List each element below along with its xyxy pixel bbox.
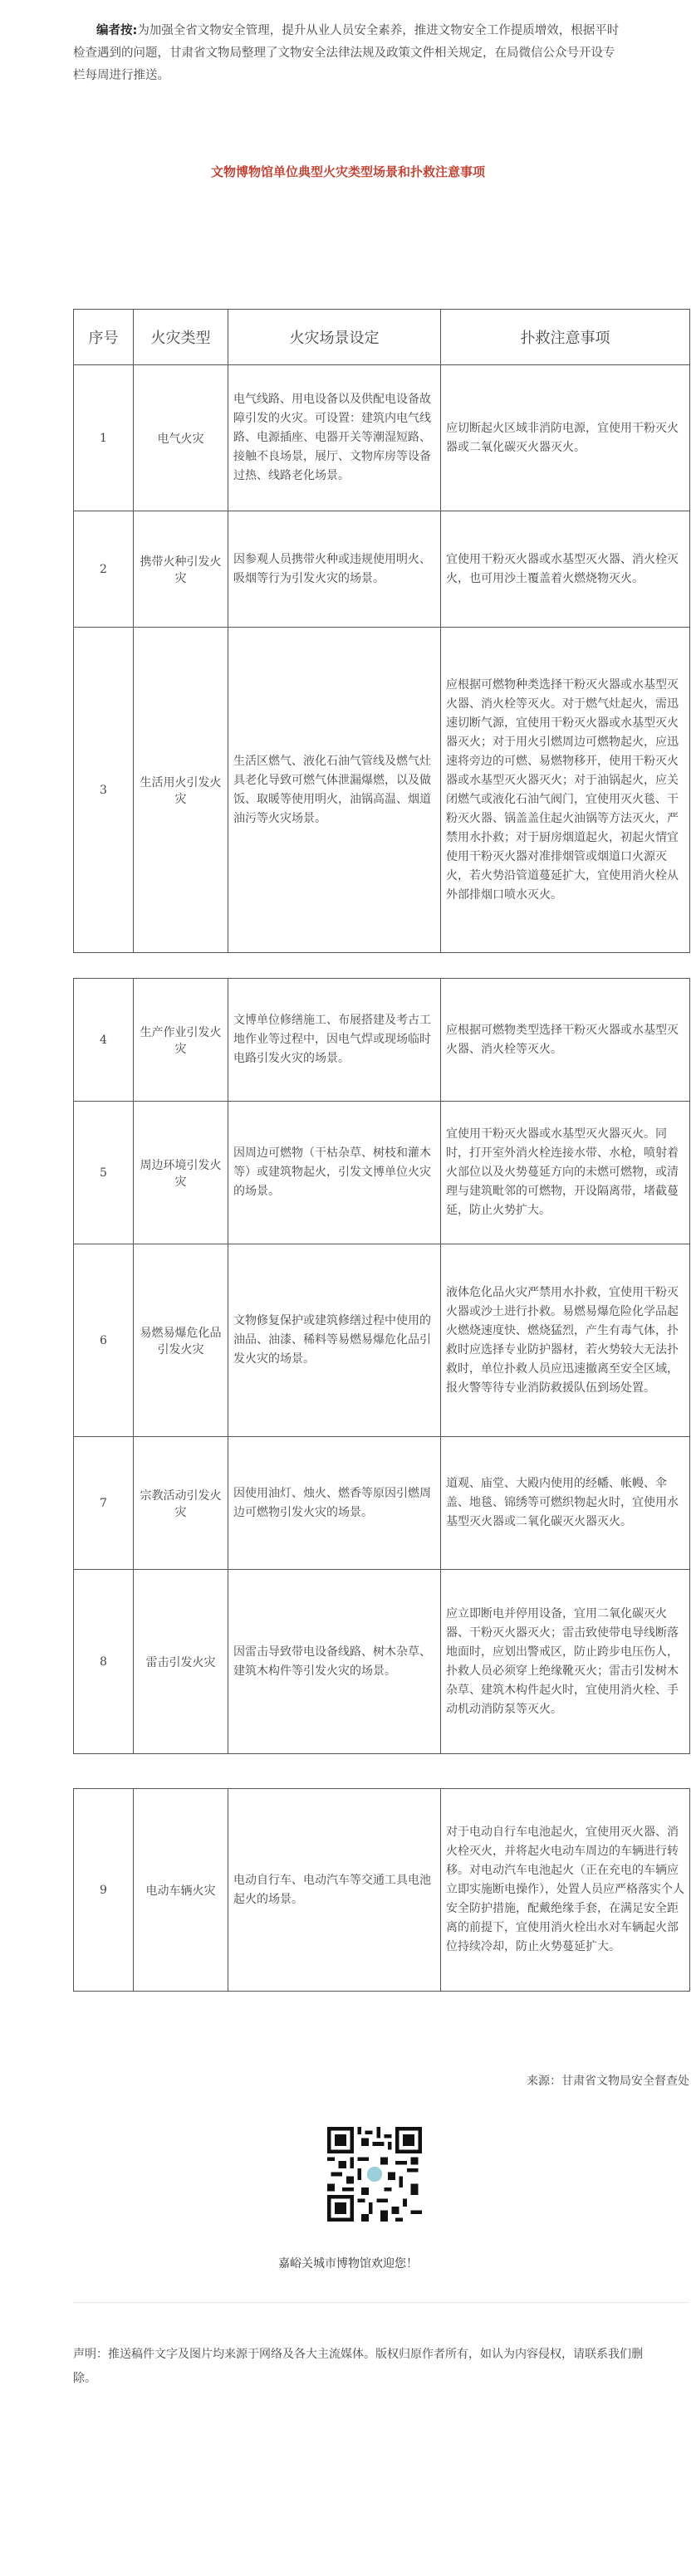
row-scene: 电动自行车、电动汽车等交通工具电池起火的场景。 — [228, 1789, 441, 1992]
table-row — [74, 1789, 690, 1992]
row-note: 宜使用干粉灭火器或水基型灭火器、消火栓灭火，也可用沙土覆盖着火燃烧物灭火。 — [441, 511, 690, 628]
row-no: 9 — [74, 1789, 134, 1992]
row-type: 易燃易爆危化品引发火灾 — [134, 1244, 228, 1437]
row-no: 3 — [74, 628, 134, 953]
row-type: 雷击引发火灾 — [134, 1570, 228, 1754]
row-no: 5 — [74, 1102, 134, 1244]
divider — [73, 2302, 689, 2303]
row-no: 8 — [74, 1570, 134, 1754]
row-scene: 电气线路、用电设备以及供配电设备故障引发的火灾。可设置：建筑内电气线路、电源插座、电器开关等潮湿短路、接触不良场景，展厅、文物库房等设备过热、线路老化场景。 — [228, 365, 441, 511]
row-note: 应立即断电并停用设备，宜用二氧化碳灭火器、干粉灭火器灭火；雷击致使带电导线断落地面时，应划出警戒区，防止跨步电压伤人，扑救人员必须穿上绝缘靴灭火；雷击引发树木杂草、建筑木构件起火时，宜使用消火栓、手动机动消防泵等灭火。 — [441, 1570, 690, 1754]
table-header-row — [74, 310, 690, 365]
row-scene: 因周边可燃物（干枯杂草、树枝和灌木等）或建筑物起火，引发文博单位火灾的场景。 — [228, 1102, 441, 1244]
table-row — [74, 365, 690, 511]
qr-code-icon — [327, 2127, 422, 2222]
editor-note — [73, 20, 623, 87]
header-note: 扑救注意事项 — [441, 310, 690, 365]
row-no: 6 — [74, 1244, 134, 1437]
table-row — [74, 1244, 690, 1437]
row-scene: 因使用油灯、烛火、燃香等原因引燃周边可燃物引发火灾的场景。 — [228, 1437, 441, 1570]
row-type: 生活用火引发火灾 — [134, 628, 228, 953]
row-note: 应根据可燃物种类选择干粉灭火器或水基型灭火器、消火栓等灭火。对于燃气灶起火，需迅速切断气源，宜使用干粉灭火器或水基型灭火器灭火；对于用火引燃周边可燃物起火，应迅速将旁边的可燃、易燃物移开，使用干粉灭火器或水基型灭火器灭火；对于油锅起火，应关闭燃气或液化石油气阀门，宜使用灭火毯、干粉灭火器、锅盖盖住起火油锅等方法灭火，严禁用水扑救；对于厨房烟道起火，初起火情宜使用干粉灭火器对准排烟管或烟道口火源灭火，若火势沿管道蔓延扩大，宜使用消火栓从外部排烟口喷水灭火。 — [441, 628, 690, 953]
row-scene: 文博单位修缮施工、布展搭建及考古工地作业等过程中，因电气焊或现场临时电路引发火灾的场景。 — [228, 979, 441, 1102]
row-type: 携带火种引发火灾 — [134, 511, 228, 628]
fire-table-part-3 — [73, 1788, 690, 1992]
table-row — [74, 1102, 690, 1244]
table-row — [74, 1570, 690, 1754]
header-scene: 火灾场景设定 — [228, 310, 441, 365]
editor-note-text: 为加强全省文物安全管理，提升从业人员安全素养，推进文物安全工作提质增效，根据平时检查遇到的问题，甘肃省文物局整理了文物安全法律法规及政策文件相关规定，在局微信公众号开设专栏每周进行推送。 — [73, 24, 620, 82]
table-row — [74, 1437, 690, 1570]
row-type: 宗教活动引发火灾 — [134, 1437, 228, 1570]
row-note: 对于电动自行车电池起火，宜使用灭火器、消火栓灭火，并将起火电动车周边的车辆进行转移。对电动汽车电池起火（正在充电的车辆应立即实施断电操作），处置人员应严格落实个人安全防护措施，配戴绝缘手套，在满足安全距离的前提下，宜使用消火栓出水对车辆起火部位持续冷却，防止火势蔓延扩大。 — [441, 1789, 690, 1992]
row-scene: 因参观人员携带火种或违规使用明火、吸烟等行为引发火灾的场景。 — [228, 511, 441, 628]
row-scene: 文物修复保护或建筑修缮过程中使用的油品、油漆、稀料等易燃易爆危化品引发火灾的场景。 — [228, 1244, 441, 1437]
table-row — [74, 511, 690, 628]
row-scene: 因雷击导致带电设备线路、树木杂草、建筑木构件等引发火灾的场景。 — [228, 1570, 441, 1754]
row-no: 1 — [74, 365, 134, 511]
row-no: 2 — [74, 511, 134, 628]
row-no: 7 — [74, 1437, 134, 1570]
table-row — [74, 979, 690, 1102]
row-note: 道观、庙堂、大殿内使用的经幡、帐幔、伞盖、地毯、锦绣等可燃织物起火时，宜使用水基型灭火器或二氧化碳灭火器灭火。 — [441, 1437, 690, 1570]
row-note: 应根据可燃物类型选择干粉灭火器或水基型灭火器、消火栓等灭火。 — [441, 979, 690, 1102]
header-type: 火灾类型 — [134, 310, 228, 365]
fire-table-part-1 — [73, 309, 690, 953]
row-note: 宜使用干粉灭火器或水基型灭火器灭火。同时，打开室外消火栓连接水带、水枪，喷射着火部位以及火势蔓延方向的未燃可燃物，或清理与建筑毗邻的可燃物，开设隔离带，堵截蔓延，防止火势扩大。 — [441, 1102, 690, 1244]
source-line: 来源：甘肃省文物局安全督查处 — [527, 2075, 689, 2088]
row-scene: 生活区燃气、液化石油气管线及燃气灶具老化导致可燃气体泄漏爆燃，以及做饭、取暖等使用明火，油锅高温、烟道油污等火灾场景。 — [228, 628, 441, 953]
editor-note-label: 编者按: — [96, 24, 138, 37]
row-note: 应切断起火区域非消防电源，宜使用干粉灭火器或二氧化碳灭火器灭火。 — [441, 365, 690, 511]
row-note: 液体危化品火灾严禁用水扑救，宜使用干粉灭火器或沙土进行扑救。易燃易爆危险化学品起火燃烧速度快、燃烧猛烈，产生有毒气体，扑救时应选择专业防护器材，若火势较大无法扑救时，单位扑救人员应迅速撤离至安全区域，报火警等待专业消防救援队伍到场处置。 — [441, 1244, 690, 1437]
header-no: 序号 — [74, 310, 134, 365]
disclaimer: 声明：推送稿件文字及图片均来源于网络及各大主流媒体。版权归原作者所有，如认为内容侵权，请联系我们删除。 — [73, 2348, 643, 2385]
fire-table-part-2 — [73, 978, 690, 1754]
row-type: 周边环境引发火灾 — [134, 1102, 228, 1244]
row-type: 电气火灾 — [134, 365, 228, 511]
row-no: 4 — [74, 979, 134, 1102]
article-title: 文物博物馆单位典型火灾类型场景和扑救注意事项 — [210, 164, 485, 179]
row-type: 电动车辆火灾 — [134, 1789, 228, 1992]
row-type: 生产作业引发火灾 — [134, 979, 228, 1102]
welcome-text: 嘉峪关城市博物馆欢迎您！ — [278, 2257, 418, 2270]
table-row — [74, 628, 690, 953]
